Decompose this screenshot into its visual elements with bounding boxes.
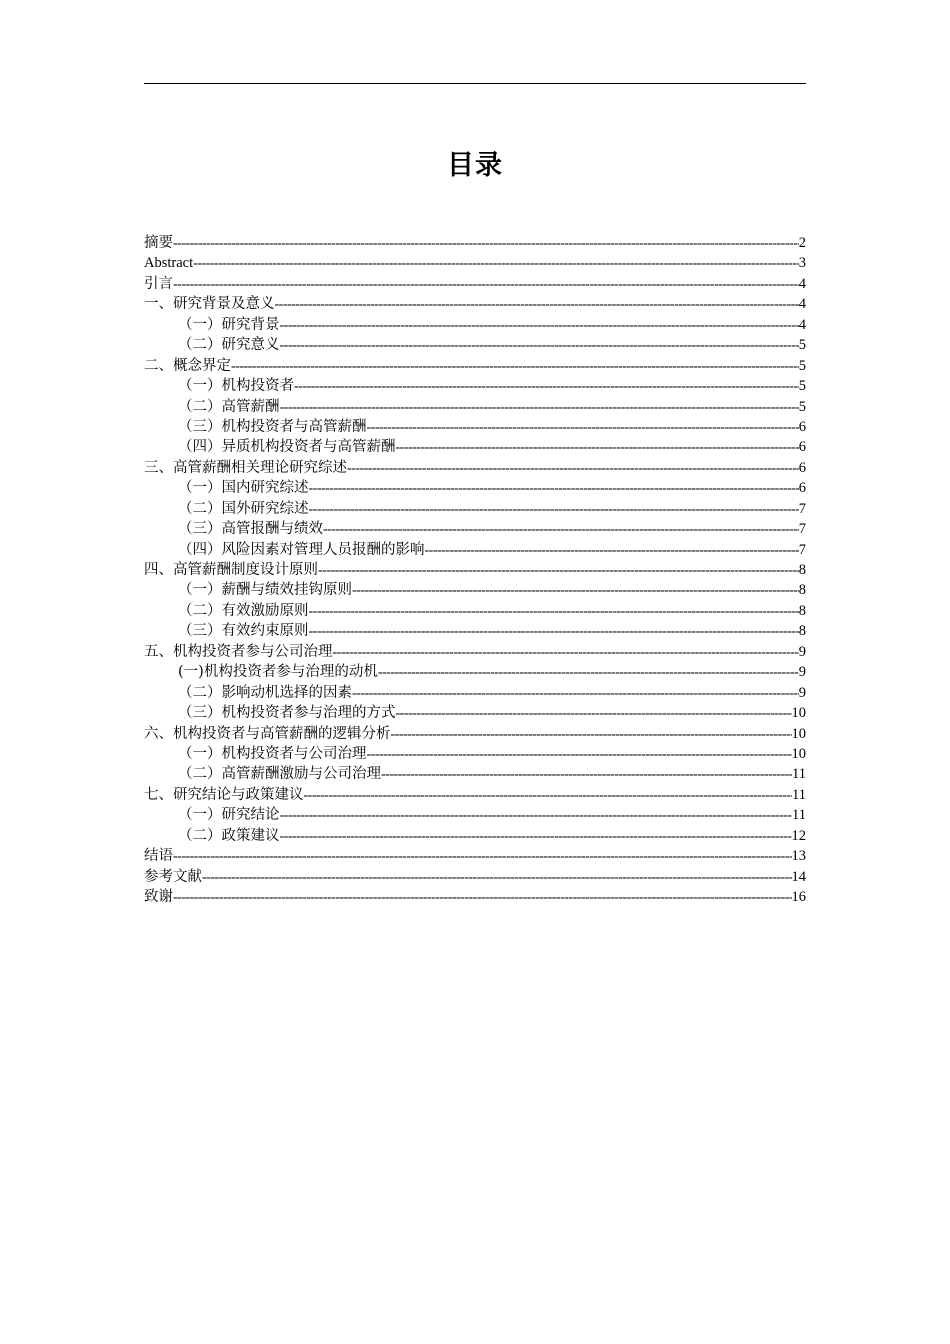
toc-entry-label: Abstract <box>144 255 194 272</box>
toc-entry-label: （二）高管薪酬激励与公司治理 <box>178 766 381 783</box>
toc-leader <box>425 541 799 560</box>
toc-entry-label: （二）政策建议 <box>178 827 280 844</box>
toc-leader <box>202 868 792 887</box>
toc-entry[interactable] <box>144 846 806 866</box>
toc-leader <box>352 684 799 703</box>
toc-entry[interactable] <box>144 274 806 294</box>
toc-entry[interactable] <box>144 785 806 805</box>
toc-entry-label: 参考文献 <box>144 868 202 885</box>
toc-entry-label: 一、研究背景及意义 <box>144 296 275 313</box>
toc-entry[interactable] <box>144 417 806 437</box>
toc-leader <box>275 295 799 314</box>
toc-leader <box>294 377 799 396</box>
toc-leader <box>309 622 799 641</box>
toc-leader <box>173 888 792 907</box>
toc-entry[interactable] <box>144 458 806 478</box>
toc-entry-label: （一）研究结论 <box>178 807 280 824</box>
toc-entry-page: 5 <box>798 337 806 354</box>
toc-leader <box>173 847 792 866</box>
toc-entry-label: (一)机构投资者参与治理的动机 <box>178 664 378 681</box>
toc-entry-page: 13 <box>791 848 806 865</box>
toc-leader <box>173 234 799 253</box>
toc-entry[interactable] <box>144 519 806 539</box>
toc-entry[interactable] <box>144 335 806 355</box>
toc-entry-page: 6 <box>798 418 806 435</box>
toc-entry[interactable] <box>144 499 806 519</box>
toc-leader <box>280 336 799 355</box>
toc-entry-page: 5 <box>798 378 806 395</box>
toc-leader <box>378 663 799 682</box>
toc-entry-label: （二）高管薪酬 <box>178 398 280 415</box>
toc-entry-label: 致谢 <box>144 889 173 905</box>
toc-entry[interactable] <box>144 376 806 396</box>
toc-leader <box>173 275 799 294</box>
toc-entry[interactable] <box>144 724 806 744</box>
toc-leader <box>280 398 799 417</box>
toc-entry-label: （四）异质机构投资者与高管薪酬 <box>178 439 396 456</box>
toc-entry-label: （三）机构投资者参与治理的方式 <box>178 705 396 722</box>
toc-entry[interactable] <box>144 580 806 600</box>
toc-entry-page: 14 <box>791 868 806 885</box>
toc-entry-label: （二）影响动机选择的因素 <box>178 684 352 701</box>
toc-entry-page: 7 <box>798 541 806 558</box>
toc-leader <box>231 357 799 376</box>
toc-entry-page: 10 <box>791 725 806 742</box>
toc-entry-label: 七、研究结论与政策建议 <box>144 786 304 803</box>
toc-title: 目录 <box>447 150 503 181</box>
toc-entry-page: 7 <box>798 521 806 538</box>
toc-entry[interactable] <box>144 356 806 376</box>
table-of-contents <box>144 233 806 907</box>
toc-entry-page: 12 <box>791 827 806 844</box>
toc-entry[interactable] <box>144 642 806 662</box>
toc-entry-page: 10 <box>791 745 806 762</box>
toc-entry[interactable] <box>144 233 806 253</box>
toc-entry[interactable] <box>144 621 806 641</box>
toc-leader <box>347 459 799 478</box>
toc-leader <box>396 438 799 457</box>
toc-entry-label: （三）高管报酬与绩效 <box>178 521 323 538</box>
toc-entry-label: （一）薪酬与绩效挂钩原则 <box>178 582 352 599</box>
toc-entry-page: 11 <box>792 807 806 824</box>
header-rule <box>144 83 806 84</box>
toc-entry[interactable] <box>144 826 806 846</box>
toc-leader <box>280 316 799 335</box>
toc-leader <box>280 806 793 825</box>
toc-entry[interactable] <box>144 315 806 335</box>
toc-entry[interactable] <box>144 764 806 784</box>
toc-entry-page: 2 <box>798 235 806 251</box>
toc-entry-page: 8 <box>798 582 806 599</box>
toc-entry-label: 二、概念界定 <box>144 357 231 374</box>
toc-leader <box>381 765 792 784</box>
toc-entry-page: 10 <box>791 705 806 722</box>
toc-entry-page: 5 <box>798 398 806 415</box>
toc-entry[interactable] <box>144 744 806 764</box>
toc-entry-page: 4 <box>798 316 806 333</box>
toc-entry-label: （三）机构投资者与高管薪酬 <box>178 418 367 435</box>
toc-leader <box>396 704 792 723</box>
toc-entry-page: 4 <box>798 296 806 313</box>
toc-leader <box>367 418 799 437</box>
toc-entry[interactable] <box>144 560 806 580</box>
toc-entry-label: 结语 <box>144 848 173 865</box>
toc-entry-page: 8 <box>798 623 806 640</box>
toc-entry[interactable] <box>144 887 806 907</box>
toc-entry-page: 6 <box>798 439 806 456</box>
toc-leader <box>367 745 792 764</box>
toc-entry[interactable] <box>144 683 806 703</box>
toc-entry-label: （三）有效约束原则 <box>178 623 309 640</box>
toc-leader <box>309 500 799 519</box>
toc-entry[interactable] <box>144 703 806 723</box>
toc-entry-label: （二）有效激励原则 <box>178 602 309 619</box>
toc-leader <box>280 827 792 846</box>
toc-leader <box>304 786 793 805</box>
toc-entry[interactable] <box>144 294 806 314</box>
toc-entry-label: 摘要 <box>144 235 173 251</box>
toc-entry-label: （一）国内研究综述 <box>178 480 309 497</box>
toc-entry-page: 9 <box>798 664 806 681</box>
toc-entry-label: （二）研究意义 <box>178 337 280 354</box>
toc-entry-page: 4 <box>798 275 806 292</box>
toc-entry-page: 9 <box>798 643 806 660</box>
toc-leader <box>318 561 799 580</box>
toc-entry-page: 8 <box>798 562 806 578</box>
toc-entry-label: 三、高管薪酬相关理论研究综述 <box>144 459 347 476</box>
toc-entry-label: 六、机构投资者与高管薪酬的逻辑分析 <box>144 725 391 742</box>
toc-entry[interactable] <box>144 437 806 457</box>
toc-leader <box>193 254 799 273</box>
toc-entry-page: 11 <box>792 766 806 783</box>
toc-entry-label: （一）机构投资者与公司治理 <box>178 745 367 762</box>
toc-entry[interactable] <box>144 867 806 887</box>
toc-entry-page: 6 <box>798 459 806 476</box>
toc-entry-page: 6 <box>798 480 806 497</box>
toc-entry[interactable] <box>144 601 806 621</box>
toc-entry-page: 11 <box>792 786 806 803</box>
toc-leader <box>323 520 799 539</box>
toc-entry-page: 5 <box>798 357 806 374</box>
toc-entry[interactable] <box>144 805 806 825</box>
toc-entry-page: 3 <box>798 255 806 272</box>
toc-entry-label: 四、高管薪酬制度设计原则 <box>144 562 318 578</box>
toc-entry[interactable] <box>144 253 806 273</box>
toc-entry[interactable] <box>144 540 806 560</box>
toc-entry-page: 8 <box>798 602 806 619</box>
toc-entry-label: （一）机构投资者 <box>178 378 294 395</box>
toc-entry-label: 引言 <box>144 275 173 292</box>
toc-entry-page: 7 <box>798 500 806 517</box>
toc-leader <box>352 581 799 600</box>
toc-entry[interactable] <box>144 397 806 417</box>
toc-leader <box>309 602 799 621</box>
toc-entry[interactable] <box>144 478 806 498</box>
toc-leader <box>391 725 792 744</box>
toc-entry-label: （一）研究背景 <box>178 316 280 333</box>
toc-entry-page: 16 <box>791 889 806 905</box>
toc-leader <box>309 479 799 498</box>
toc-entry-label: （四）风险因素对管理人员报酬的影响 <box>178 541 425 558</box>
toc-entry-label: （二）国外研究综述 <box>178 500 309 517</box>
toc-entry-label: 五、机构投资者参与公司治理 <box>144 643 333 660</box>
toc-leader <box>333 643 799 662</box>
toc-entry[interactable] <box>144 662 806 682</box>
toc-entry-page: 9 <box>798 684 806 701</box>
